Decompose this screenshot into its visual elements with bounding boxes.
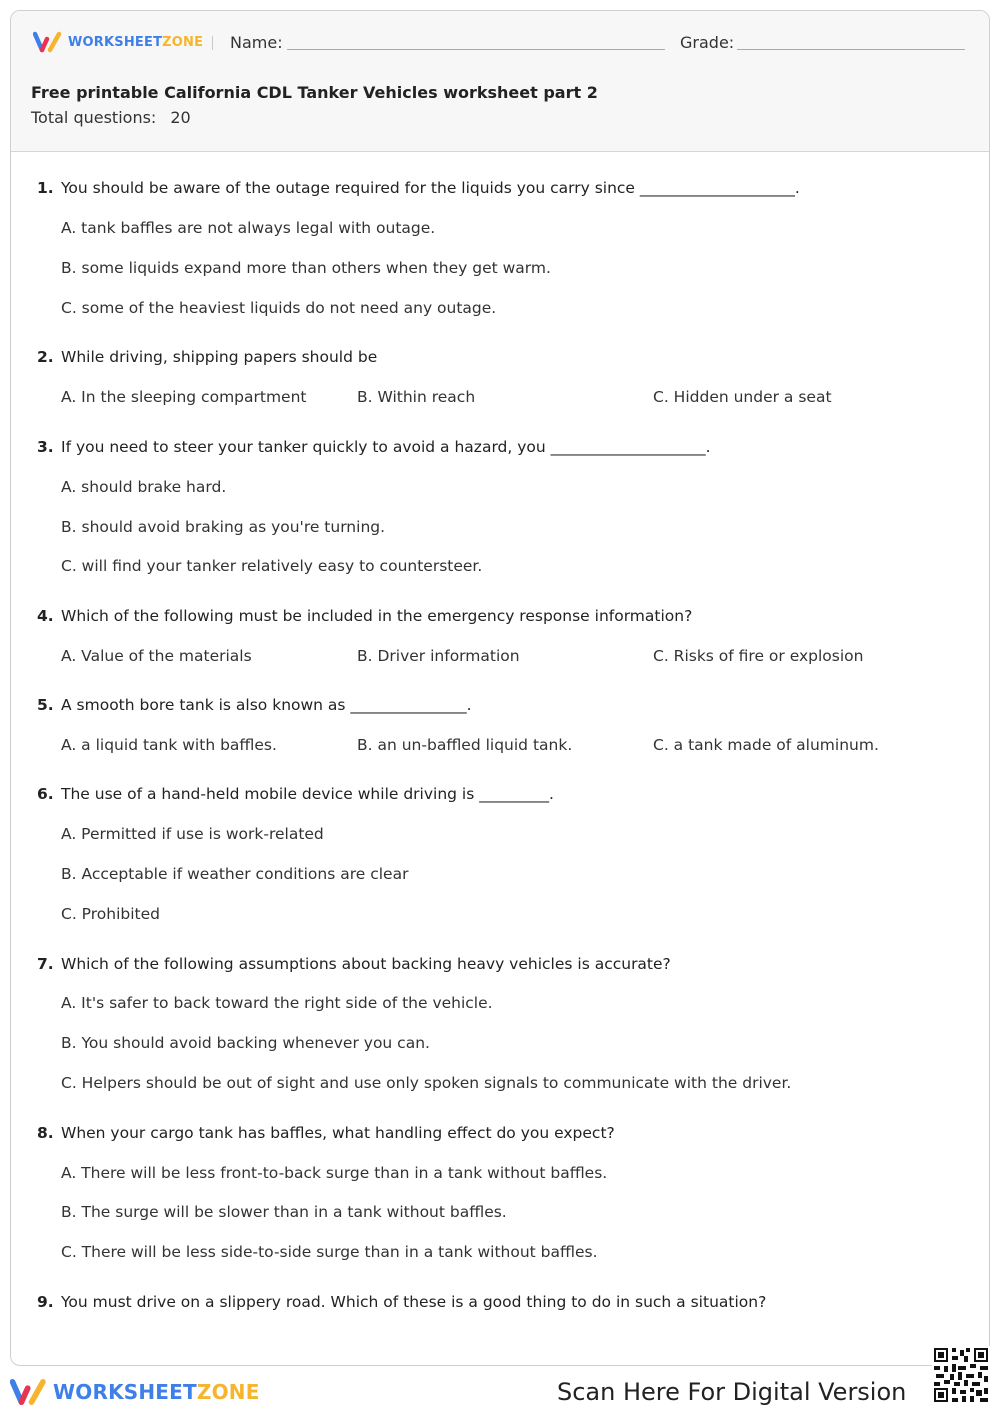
option-5b[interactable]: B. an un-baffled liquid tank. (357, 736, 573, 754)
question-text: If you need to steer your tanker quickly to avoid a hazard, you ____________________. (61, 438, 711, 456)
question-number: 2. (37, 348, 54, 366)
option-5c[interactable]: C. a tank made of aluminum. (653, 736, 879, 754)
option-7a[interactable]: A. It's safer to back toward the right side of the vehicle. (61, 994, 493, 1012)
option-7c[interactable]: C. Helpers should be out of sight and use only spoken signals to communicate with the driver. (61, 1074, 792, 1092)
option-6c[interactable]: C. Prohibited (61, 905, 160, 923)
option-8c[interactable]: C. There will be less side-to-side surge than in a tank without baffles. (61, 1243, 598, 1261)
question-number: 8. (37, 1124, 54, 1142)
divider (212, 36, 213, 50)
option-3c[interactable]: C. will find your tanker relatively easy to countersteer. (61, 557, 483, 575)
question-2 (37, 348, 377, 366)
option-2c[interactable]: C. Hidden under a seat (653, 388, 832, 406)
question-number: 7. (37, 955, 54, 973)
option-6b[interactable]: B. Acceptable if weather conditions are clear (61, 865, 409, 883)
brand-text-worksheet: WORKSHEET (68, 34, 163, 50)
option-8b[interactable]: B. The surge will be slower than in a tank without baffles. (61, 1203, 507, 1221)
worksheet-title: Free printable California CDL Tanker Vehicles worksheet part 2 (31, 83, 598, 102)
option-4a[interactable]: A. Value of the materials (61, 647, 252, 665)
total-questions-label: Total questions: (31, 108, 157, 127)
option-3b[interactable]: B. should avoid braking as you're turning. (61, 518, 386, 536)
name-field[interactable] (287, 49, 665, 50)
option-3a[interactable]: A. should brake hard. (61, 478, 227, 496)
footer-brand-logo (10, 1376, 260, 1408)
question-text: When your cargo tank has baffles, what handling effect do you expect? (61, 1124, 615, 1142)
option-1c[interactable]: C. some of the heaviest liquids do not need any outage. (61, 299, 497, 317)
footer-brand-text-worksheet: WORKSHEET (53, 1380, 197, 1404)
question-number: 3. (37, 438, 54, 456)
question-5 (37, 696, 472, 714)
question-number: 9. (37, 1293, 54, 1311)
option-1a[interactable]: A. tank baffles are not always legal with outage. (61, 219, 436, 237)
question-text: You must drive on a slippery road. Which of these is a good thing to do in such a situation? (61, 1293, 767, 1311)
question-7 (37, 955, 671, 973)
option-6a[interactable]: A. Permitted if use is work-related (61, 825, 324, 843)
question-text: The use of a hand-held mobile device while driving is _________. (61, 785, 554, 803)
option-2a[interactable]: A. In the sleeping compartment (61, 388, 307, 406)
question-number: 1. (37, 179, 54, 197)
qr-code-icon[interactable] (932, 1346, 990, 1404)
total-questions (31, 108, 191, 127)
option-7b[interactable]: B. You should avoid backing whenever you can. (61, 1034, 430, 1052)
question-number: 5. (37, 696, 54, 714)
question-3 (37, 438, 711, 456)
option-2b[interactable]: B. Within reach (357, 388, 476, 406)
grade-label: Grade: (680, 33, 735, 52)
question-text: Which of the following assumptions about backing heavy vehicles is accurate? (61, 955, 671, 973)
option-4b[interactable]: B. Driver information (357, 647, 520, 665)
question-text: You should be aware of the outage required for the liquids you carry since ____________________. (61, 179, 800, 197)
question-text: While driving, shipping papers should be (61, 348, 378, 366)
question-6 (37, 785, 554, 803)
grade-field[interactable] (737, 49, 965, 50)
question-number: 4. (37, 607, 54, 625)
brand-text-zone: ZONE (162, 34, 204, 50)
question-number: 6. (37, 785, 54, 803)
total-questions-value: 20 (170, 108, 191, 127)
question-9 (37, 1293, 766, 1311)
brand-logo (33, 31, 203, 53)
worksheet-page (10, 10, 990, 1366)
worksheet-zone-logo-icon (33, 31, 63, 53)
worksheet-zone-logo-icon (10, 1376, 48, 1408)
option-5a[interactable]: A. a liquid tank with baffles. (61, 736, 277, 754)
question-1 (37, 179, 800, 197)
option-8a[interactable]: A. There will be less front-to-back surge than in a tank without baffles. (61, 1164, 608, 1182)
question-text: A smooth bore tank is also known as _______________. (61, 696, 472, 714)
footer-brand-text-zone: ZONE (196, 1380, 260, 1404)
scan-text: Scan Here For Digital Version (557, 1378, 907, 1406)
option-4c[interactable]: C. Risks of fire or explosion (653, 647, 864, 665)
worksheet-header (11, 11, 989, 152)
name-label: Name: (230, 33, 283, 52)
question-4 (37, 607, 692, 625)
option-1b[interactable]: B. some liquids expand more than others when they get warm. (61, 259, 551, 277)
question-text: Which of the following must be included in the emergency response information? (61, 607, 693, 625)
question-8 (37, 1124, 615, 1142)
